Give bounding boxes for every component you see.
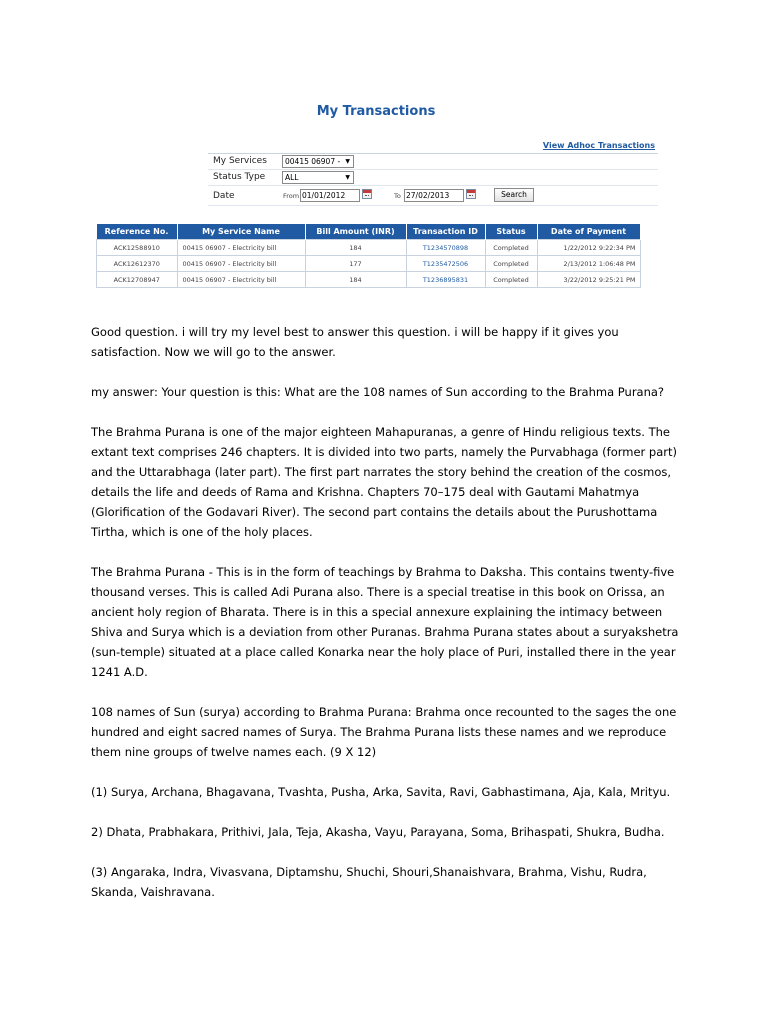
from-date-input[interactable]: 01/01/2012 xyxy=(300,189,360,202)
table-header-row xyxy=(97,224,641,240)
column-header: Status xyxy=(485,224,537,240)
paragraph: The Brahma Purana - This is in the form of teachings by Brahma to Daksha. This contains twenty-five thousand verses. This is called Adi Purana also. There is a special treatise in this book on Orissa, an ancient holy region of Bharata. There is in this a special annexure explaining the intimacy between Shiva and Surya which is a deviation from other Puranas. Brahma Purana states about a suryakshetra (sun-temple) situated at a place called Konarka near the holy place of Puri, installed there in the year 1241 A.D. xyxy=(91,565,679,679)
status-select-value: ALL xyxy=(285,173,299,182)
services-select-value: 00415 06907 - xyxy=(285,157,341,166)
view-adhoc-transactions-link[interactable]: View Adhoc Transactions xyxy=(542,141,655,150)
paragraph: (1) Surya, Archana, Bhagavana, Tvashta, Pusha, Arka, Savita, Ravi, Gabhastimana, Aja, Kala, Mrityu. xyxy=(91,785,671,799)
date-label: Date xyxy=(213,191,235,201)
filter-row-services xyxy=(208,154,658,170)
table-row xyxy=(97,256,641,272)
transactions-widget xyxy=(0,0,768,300)
filter-panel xyxy=(208,153,658,206)
services-select[interactable] xyxy=(282,155,354,168)
paragraph: 108 names of Sun (surya) according to Brahma Purana: Brahma once recounted to the sages the one hundred and eight sacred names of Surya. The Brahma Purana lists these names and we reproduce them nine groups of twelve names each. (9 X 12) xyxy=(91,705,677,759)
from-label: From xyxy=(283,192,300,200)
transaction-id-link[interactable]: T1235472506 xyxy=(406,256,485,272)
payment-date-cell: 1/22/2012 9:22:34 PM xyxy=(537,240,640,256)
answer-body xyxy=(91,322,681,922)
status-cell: Completed xyxy=(485,256,537,272)
table-row xyxy=(97,240,641,256)
chevron-down-icon: ▼ xyxy=(345,158,350,165)
paragraph: my answer: Your question is this: What are the 108 names of Sun according to the Brahma Purana? xyxy=(91,385,665,399)
search-button[interactable]: Search xyxy=(494,188,534,202)
reference-cell: ACK12588910 xyxy=(97,240,178,256)
status-cell: Completed xyxy=(485,272,537,288)
column-header: Bill Amount (INR) xyxy=(305,224,406,240)
amount-cell: 184 xyxy=(305,272,406,288)
service-name-cell: 00415 06907 - Electricity bill xyxy=(177,256,305,272)
amount-cell: 184 xyxy=(305,240,406,256)
to-date-input[interactable]: 27/02/2013 xyxy=(404,189,464,202)
column-header: Reference No. xyxy=(97,224,178,240)
chevron-down-icon: ▼ xyxy=(345,174,350,181)
status-select[interactable] xyxy=(282,171,354,184)
to-label: To xyxy=(394,192,401,200)
table-row xyxy=(97,272,641,288)
reference-cell: ACK12708947 xyxy=(97,272,178,288)
column-header: Date of Payment xyxy=(537,224,640,240)
filter-row-date xyxy=(208,186,658,206)
service-name-cell: 00415 06907 - Electricity bill xyxy=(177,272,305,288)
paragraph: (3) Angaraka, Indra, Vivasvana, Diptamshu, Shuchi, Shouri,Shanaishvara, Brahma, Vishu, Rudra, Skanda, Vaishravana. xyxy=(91,865,647,899)
payment-date-cell: 2/13/2012 1:06:48 PM xyxy=(537,256,640,272)
status-label: Status Type xyxy=(213,172,266,182)
filter-row-status xyxy=(208,170,658,186)
calendar-icon[interactable] xyxy=(362,189,372,199)
page-title: My Transactions xyxy=(316,104,436,119)
status-cell: Completed xyxy=(485,240,537,256)
column-header: Transaction ID xyxy=(406,224,485,240)
transaction-id-link[interactable]: T1236895831 xyxy=(406,272,485,288)
column-header: My Service Name xyxy=(177,224,305,240)
paragraph: 2) Dhata, Prabhakara, Prithivi, Jala, Teja, Akasha, Vayu, Parayana, Soma, Brihaspati, Shukra, Budha. xyxy=(91,825,665,839)
paragraph: Good question. i will try my level best to answer this question. i will be happy if it gives you satisfaction. Now we will go to the answer. xyxy=(91,325,619,359)
paragraph: The Brahma Purana is one of the major eighteen Mahapuranas, a genre of Hindu religious texts. The extant text comprises 246 chapters. It is divided into two parts, namely the Purvabhaga (former part) and the Uttarabhaga (later part). The first part narrates the story behind the creation of the cosmos, details the life and deeds of Rama and Krishna. Chapters 70–175 deal with Gautami Mahatmya (Glorification of the Godavari River). The second part contains the details about the Purushottama Tirtha, which is one of the holy places. xyxy=(91,425,677,539)
amount-cell: 177 xyxy=(305,256,406,272)
services-label: My Services xyxy=(213,156,267,166)
payment-date-cell: 3/22/2012 9:25:21 PM xyxy=(537,272,640,288)
transactions-table xyxy=(96,224,641,288)
calendar-icon[interactable] xyxy=(466,189,476,199)
reference-cell: ACK12612370 xyxy=(97,256,178,272)
transaction-id-link[interactable]: T1234570898 xyxy=(406,240,485,256)
service-name-cell: 00415 06907 - Electricity bill xyxy=(177,240,305,256)
